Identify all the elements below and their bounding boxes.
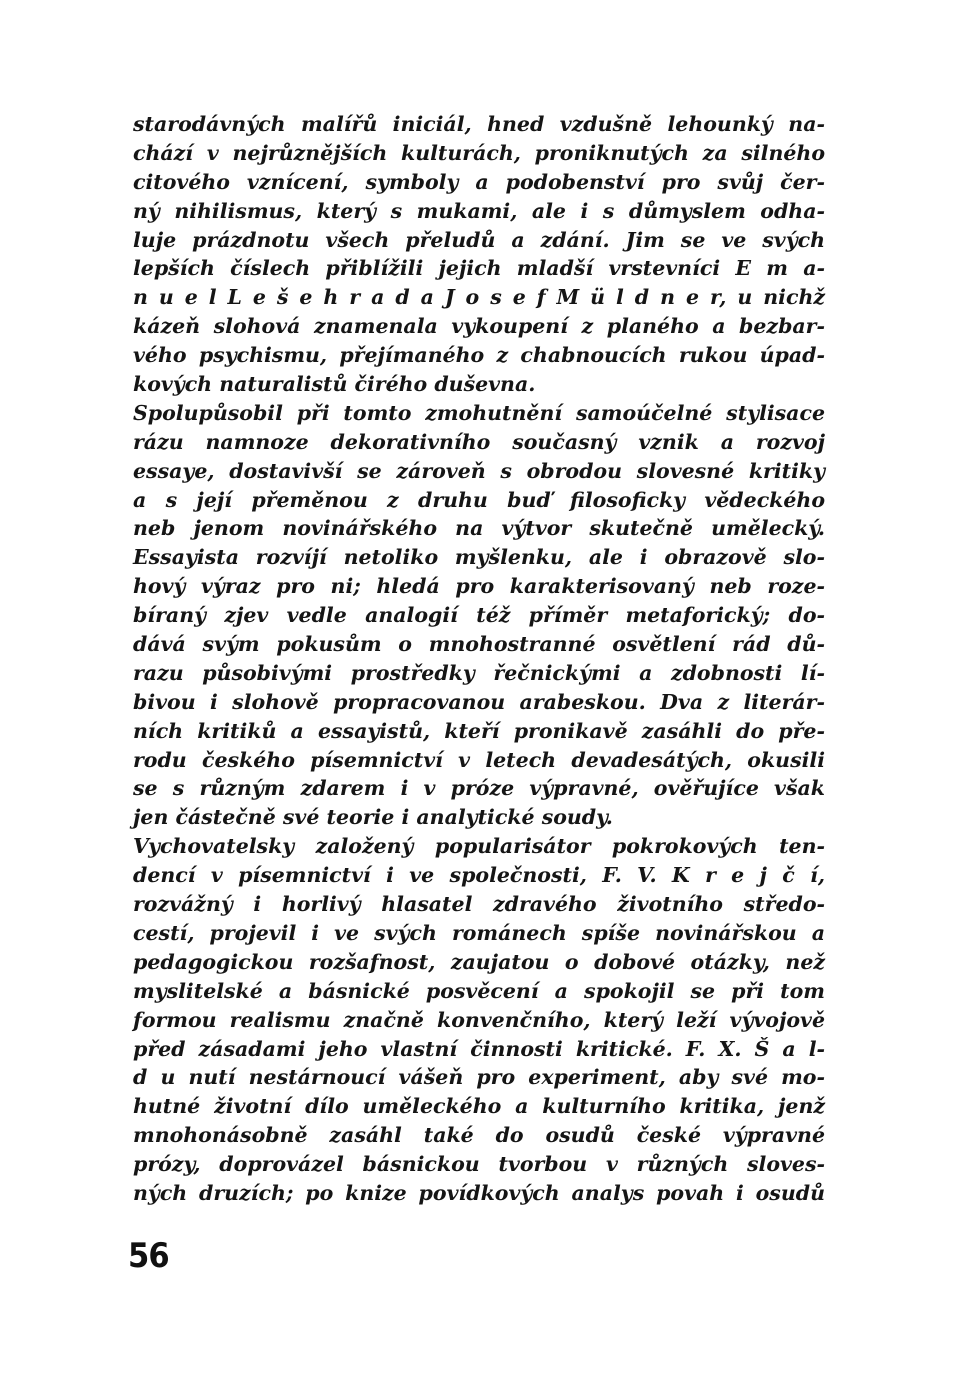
text-line: pedagogickou rozšafnost, zaujatou o dobové otázky, než <box>133 949 825 974</box>
text-line: vého psychismu, přejímaného z chabnoucích rukou úpad- <box>133 343 825 368</box>
text-line: starodávných malířů iniciál, hned vzdušně lehounký na- <box>133 112 825 136</box>
text-line: dencí v písemnictví i ve společnosti, F. V. K r e j č í, <box>133 863 825 888</box>
text-line: bivou i slohově propracovanou arabeskou. Dva z literár- <box>133 689 825 714</box>
text-line: rodu českého písemnictví v letech devadesátých, okusili <box>133 747 825 772</box>
text-line: před zásadami jeho vlastní činnosti kritické. F. X. Š a l- <box>133 1036 825 1061</box>
text-line: ních kritiků a essayistů, kteří pronikavě zasáhli do pře- <box>133 718 825 743</box>
text-line: neb jenom novinářského na výtvor skutečně umělecký. <box>133 516 825 541</box>
text-line: d u nutí nestárnoucí vášeň pro experiment, aby své mo- <box>133 1065 825 1090</box>
text-line: luje prázdnotu všech přeludů a zdání. Jim se ve svých <box>133 227 825 252</box>
text-line: razu působivými prostředky řečnickými a zdobnosti lí- <box>133 660 825 685</box>
text-line: hový výraz pro ni; hledá pro karakterisovaný neb roze- <box>133 574 825 599</box>
text-line: kázeň slohová znamenala vykoupení z planého a bezbar- <box>133 314 825 339</box>
text-line: cestí, projevil i ve svých románech spíše novinářskou a <box>133 920 825 945</box>
page-number: 56 <box>128 1236 169 1276</box>
text-line: prózy, doprovázel básnickou tvorbou v různých sloves- <box>133 1152 825 1177</box>
text-line: formou realismu značně konvenčního, který leží vývojově <box>133 1007 825 1032</box>
text-line: n u e l L e š e h r a d a J o s e f M ü l d n e r, u nichž <box>133 285 825 310</box>
text-line: se s různým zdarem i v próze výpravné, ověřujíce však <box>133 776 825 801</box>
text-line: dává svým pokusům o mnohostranné osvětlení rád dů- <box>133 632 825 657</box>
text-line: Spolupůsobil při tomto zmohutnění samoúčelné stylisace <box>133 400 825 425</box>
text-line: essaye, dostavivší se zároveň s obrodou slovesné kritiky <box>133 458 825 483</box>
text-line: lepších číslech přiblížili jejich mladší vrstevníci E m a- <box>133 256 825 281</box>
text-line: rázu namnoze dekorativního současný vznik a rozvoj <box>133 429 825 454</box>
text-line: Vychovatelsky založený popularisátor pokrokových ten- <box>133 834 825 859</box>
text-line: ný nihilismus, který s mukami, ale i s důmyslem odha- <box>133 198 825 223</box>
text-line: mnohonásobně zasáhl také do osudů české výpravné <box>133 1123 825 1148</box>
text-line: myslitelské a básnické posvěcení a spokojil se při tom <box>133 978 825 1003</box>
text-line: Essayista rozvíjí netoliko myšlenku, ale i obrazově slo- <box>133 545 825 570</box>
text-line: hutné životní dílo uměleckého a kulturního kritika, jenž <box>133 1094 825 1119</box>
text-line: rozvážný i horlivý hlasatel zdravého životního středo- <box>133 892 825 917</box>
text-line: citového vznícení, symboly a podobenství pro svůj čer- <box>133 169 825 194</box>
body-text <box>133 110 825 1208</box>
text-line: bíraný zjev vedle analogií též příměr metaforický; do- <box>133 603 825 628</box>
text-line: a s její přeměnou z druhu buď filosoficky vědeckého <box>133 487 825 512</box>
text-line: jen částečně své teorie i analytické soudy. <box>133 805 613 830</box>
text-line: chází v nejrůznějších kulturách, proniknutých za silného <box>133 140 825 165</box>
text-line: ných druzích; po knize povídkových analys povah i osudů <box>133 1180 825 1205</box>
text-line: kových naturalistů čirého duševna. <box>133 372 536 397</box>
